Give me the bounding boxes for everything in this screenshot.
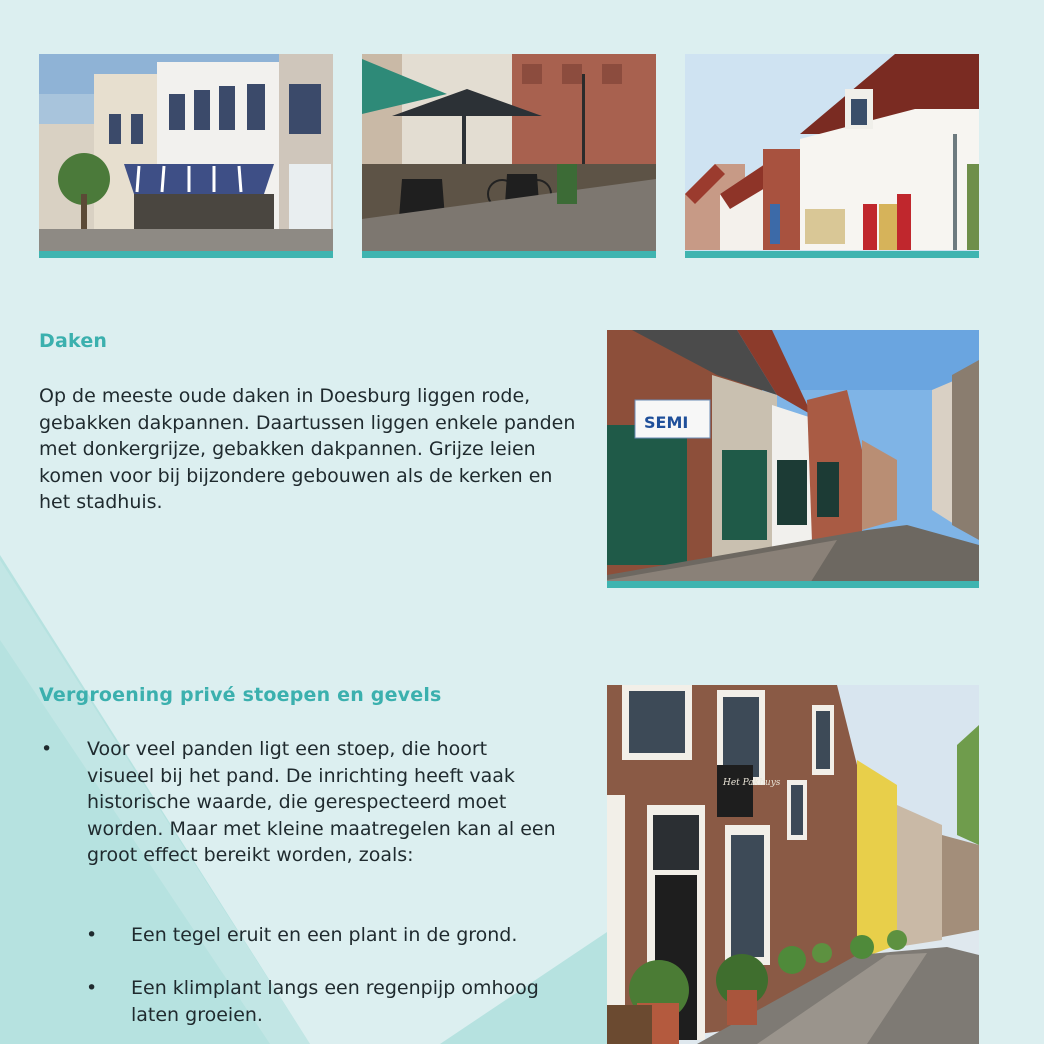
- photo-terrace: [362, 54, 656, 258]
- bullet-glyph: •: [86, 924, 98, 946]
- sub-bullet-item: [84, 975, 554, 1028]
- sign-semi: SEMI: [644, 413, 689, 432]
- section-heading-daken: Daken: [39, 330, 108, 352]
- bullet-glyph: •: [41, 738, 53, 760]
- sub-bullet-text: Een klimplant langs een regenpijp omhoog laten groeien.: [131, 977, 539, 1026]
- sub-bullet-text: Een tegel eruit en een plant in de grond.: [131, 924, 518, 946]
- photo-street-green-doors: [607, 330, 979, 588]
- bullet-text: Voor veel panden ligt een stoep, die hoort visueel bij het pand. De inrichting heeft vaak historische waarde, die gerespecteerd moet worden. Maar met kleine maatregelen kan al een groot effect bereikt worden, zoals:: [87, 738, 556, 866]
- photo-brick-street-plants: [607, 685, 979, 1044]
- sub-bullet-item: [84, 922, 554, 949]
- sign-pakhuys: Het Pakhuys: [723, 778, 781, 788]
- section-heading-vergroening: Vergroening privé stoepen en gevels: [39, 684, 442, 706]
- section-text-daken: Op de meeste oude daken in Doesburg liggen rode, gebakken dakpannen. Daartussen liggen enkele panden met donkergrijze, gebakken dakpannen. Grijze leien komen voor bij bijzondere gebouwen als de kerken en het stadhuis.: [39, 385, 576, 513]
- bullet-glyph: •: [86, 977, 98, 999]
- bullet-item: [39, 736, 559, 869]
- photo-red-roof-houses: [685, 54, 979, 258]
- photo-shopping-street: [39, 54, 333, 258]
